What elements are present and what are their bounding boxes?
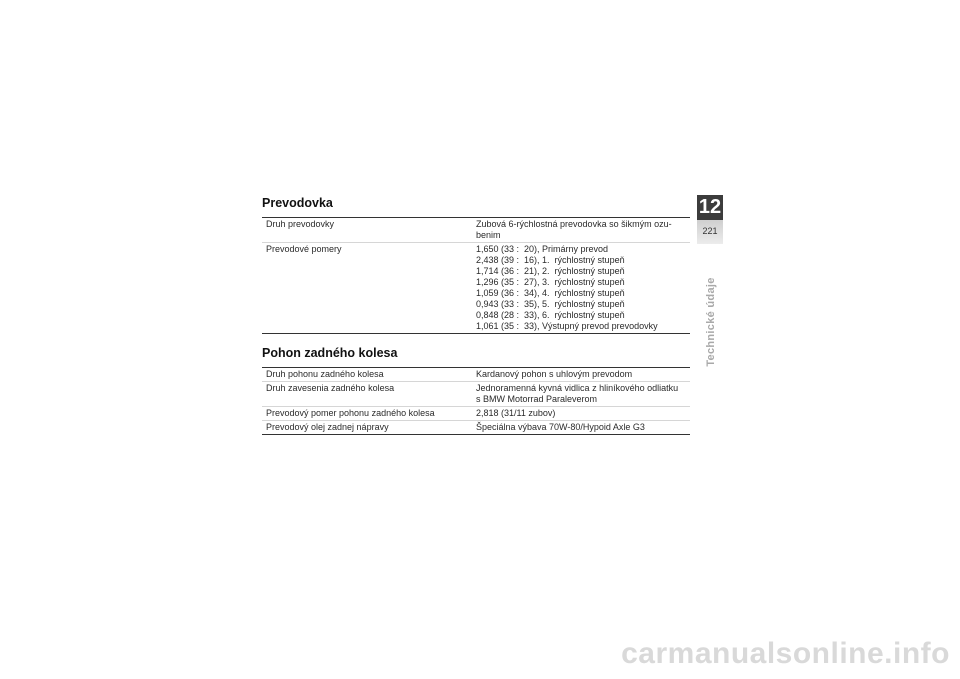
row-label: Prevodový pomer pohonu zadného kolesa — [262, 407, 472, 421]
row-value — [472, 407, 690, 421]
page-number: 221 — [697, 220, 723, 244]
page-content — [262, 196, 690, 435]
value-line: Špeciálna výbava 70W-80/Hypoid Axle G3 — [476, 422, 645, 432]
spec-table-prevodovka — [262, 217, 690, 334]
row-label: Druh zavesenia zadného kolesa — [262, 382, 472, 407]
row-label: Prevodové pomery — [262, 243, 472, 334]
value-line: 1,714 (36 : 21), 2. rýchlostný stupeň — [476, 266, 625, 276]
table-row — [262, 421, 690, 435]
row-label: Prevodový olej zadnej nápravy — [262, 421, 472, 435]
value-line: Zubová 6-rýchlostná prevodovka so šikmým ozu- — [476, 219, 672, 229]
value-line: 2,818 (31/11 zubov) — [476, 408, 556, 418]
row-value — [472, 421, 690, 435]
value-line: Kardanový pohon s uhlovým prevodom — [476, 369, 633, 379]
row-value — [472, 382, 690, 407]
chapter-side-label: Technické údaje — [705, 277, 717, 367]
spec-table-pohon — [262, 367, 690, 435]
table-row — [262, 243, 690, 334]
table-row — [262, 382, 690, 407]
value-line: 1,296 (35 : 27), 3. rýchlostný stupeň — [476, 277, 625, 287]
row-label: Druh pohonu zadného kolesa — [262, 368, 472, 382]
value-line: 1,059 (36 : 34), 4. rýchlostný stupeň — [476, 288, 625, 298]
row-value — [472, 243, 690, 334]
table-row — [262, 407, 690, 421]
value-line: 1,650 (33 : 20), Primárny prevod — [476, 244, 609, 254]
chapter-tab — [697, 195, 723, 244]
value-line: Jednoramenná kyvná vidlica z hliníkového odliatku — [476, 383, 679, 393]
value-line: s BMW Motorrad Paraleverom — [476, 394, 598, 404]
section-title-prevodovka: Prevodovka — [262, 196, 333, 210]
value-line: benim — [476, 230, 501, 240]
value-line: 2,438 (39 : 16), 1. rýchlostný stupeň — [476, 255, 625, 265]
row-value — [472, 368, 690, 382]
value-line: 0,943 (33 : 35), 5. rýchlostný stupeň — [476, 299, 625, 309]
section-title-pohon: Pohon zadného kolesa — [262, 346, 398, 360]
row-label: Druh prevodovky — [262, 218, 472, 243]
row-value — [472, 218, 690, 243]
table-row — [262, 218, 690, 243]
watermark: carmanualsonline.info — [621, 637, 950, 670]
value-line: 0,848 (28 : 33), 6. rýchlostný stupeň — [476, 310, 625, 320]
chapter-number: 12 — [698, 196, 722, 218]
table-row — [262, 368, 690, 382]
value-line: 1,061 (35 : 33), Výstupný prevod prevodovky — [476, 321, 658, 331]
